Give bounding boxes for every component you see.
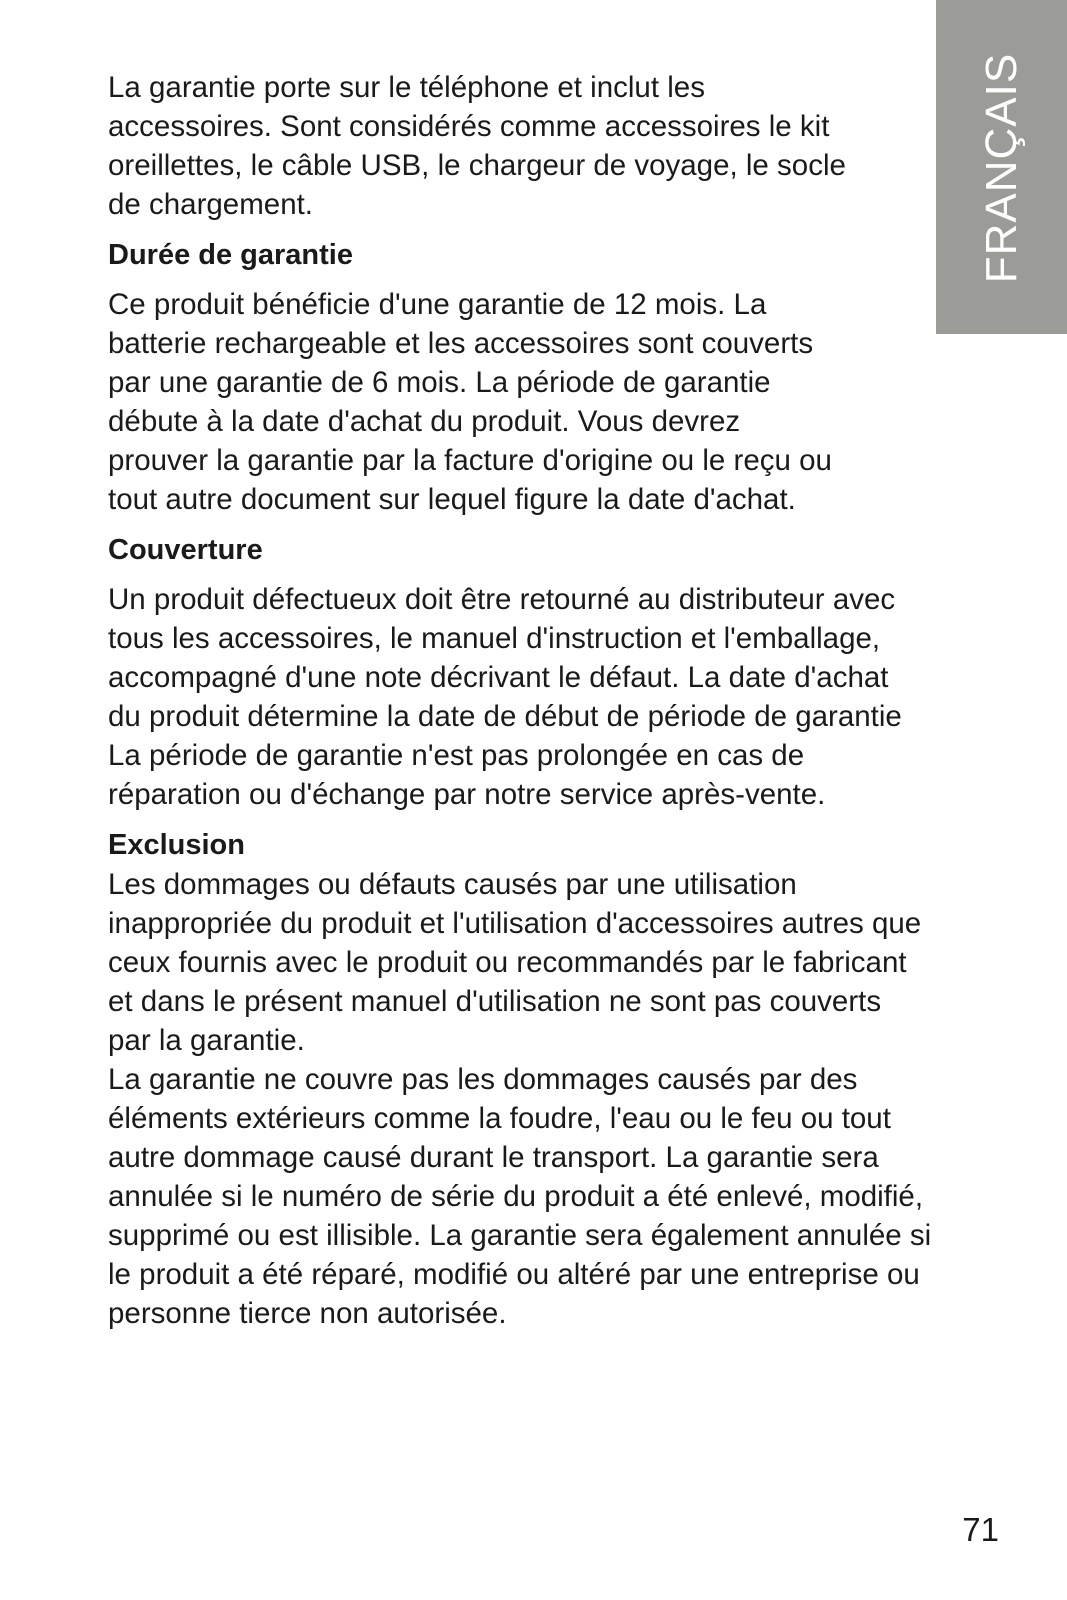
text-line: de chargement. [108,188,313,221]
text-line: Les dommages ou défauts causés par une utilisation [108,868,797,901]
page-number: 71 [962,1511,999,1548]
text-line: du produit détermine la date de début de période de garantie [108,700,902,733]
duree-paragraph [108,285,1008,519]
text-line: Ce produit bénéficie d'une garantie de 12 mois. La [108,288,767,321]
text-line: tout autre document sur lequel figure la date d'achat. [108,483,796,516]
text-line: accessoires. Sont considérés comme accessoires le kit [108,110,830,143]
text-line: par la garantie. [108,1024,305,1057]
page-content [108,68,1008,1333]
text-line: par une garantie de 6 mois. La période de garantie [108,366,771,399]
text-line: annulée si le numéro de série du produit a été enlevé, modifié, [108,1180,924,1213]
text-line: inappropriée du produit et l'utilisation d'accessoires autres que [108,907,922,940]
text-line: et dans le présent manuel d'utilisation ne sont pas couverts [108,985,882,1018]
exclusion-paragraph [108,865,1008,1333]
text-line: personne tierce non autorisée. [108,1297,507,1330]
text-line: batterie rechargeable et les accessoires sont couverts [108,327,814,360]
language-tab-label: FRANÇAIS [976,52,1026,284]
text-line: autre dommage causé durant le transport. La garantie sera [108,1141,879,1174]
text-line: La garantie porte sur le téléphone et inclut les [108,71,705,104]
text-line: débute à la date d'achat du produit. Vous devrez [108,405,741,438]
text-line: le produit a été réparé, modifié ou altéré par une entreprise ou [108,1258,920,1291]
text-line: La garantie ne couvre pas les dommages causés par des [108,1063,858,1096]
section-heading-couverture: Couverture [108,534,263,566]
section-heading-duree: Durée de garantie [108,239,353,271]
text-line: La période de garantie n'est pas prolongée en cas de [108,739,805,772]
text-line: tous les accessoires, le manuel d'instruction et l'emballage, [108,622,881,655]
section-heading-exclusion: Exclusion [108,829,245,861]
text-line: supprimé ou est illisible. La garantie sera également annulée si [108,1219,932,1252]
intro-paragraph [108,68,1008,224]
text-line: réparation ou d'échange par notre service après-vente. [108,778,826,811]
text-line: Un produit défectueux doit être retourné au distributeur avec [108,583,896,616]
text-line: éléments extérieurs comme la foudre, l'eau ou le feu ou tout [108,1102,891,1135]
text-line: prouver la garantie par la facture d'origine ou le reçu ou [108,444,832,477]
couverture-paragraph [108,580,1008,814]
text-line: oreillettes, le câble USB, le chargeur de voyage, le socle [108,149,846,182]
text-line: ceux fournis avec le produit ou recommandés par le fabricant [108,946,907,979]
text-line: accompagné d'une note décrivant le défaut. La date d'achat [108,661,889,694]
